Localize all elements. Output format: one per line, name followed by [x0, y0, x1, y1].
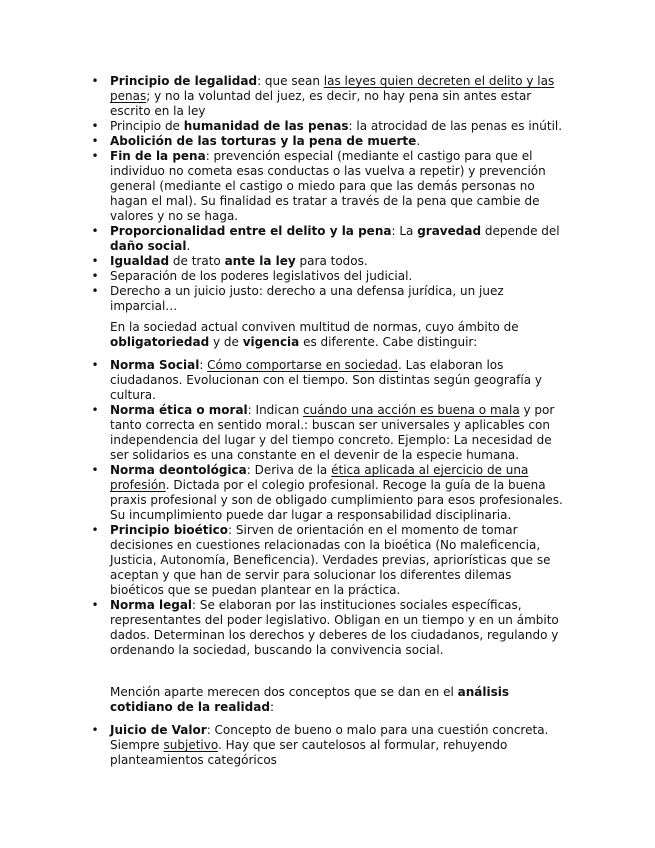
bold-term: gravedad — [417, 224, 482, 238]
bold-term: Fin de la pena — [110, 149, 206, 163]
bullet-icon: • — [91, 403, 99, 417]
concepts-intro-paragraph — [110, 685, 565, 715]
text-run: Separación de los poderes legislativos del judicial. — [110, 269, 413, 283]
text-run: para todos. — [295, 254, 368, 268]
list-item — [0, 134, 565, 149]
text-run: : que sean — [257, 74, 324, 88]
bullet-icon: • — [91, 134, 99, 148]
principles-list — [0, 74, 655, 314]
text-run: y de — [209, 335, 243, 349]
text-run: . — [416, 134, 421, 148]
text-run: es diferente. Cabe distinguir: — [299, 335, 478, 349]
bullet-icon: • — [91, 254, 99, 268]
text-run: : la atrocidad de las penas es inútil. — [348, 119, 563, 133]
list-item — [0, 463, 565, 523]
norms-list — [0, 358, 655, 658]
bullet-icon: • — [91, 149, 99, 163]
text-run: : Concepto de bueno o malo para una cuestión concreta. Siempre — [110, 723, 549, 752]
text-run: : Deriva de la — [246, 463, 332, 477]
text-run: depende del — [481, 224, 560, 238]
list-item — [0, 254, 565, 269]
list-item — [0, 224, 565, 254]
concepts-list — [0, 723, 655, 768]
underlined-text: cuándo una acción es buena o mala — [303, 403, 520, 417]
text-run: : — [199, 358, 208, 372]
bold-term: Proporcionalidad entre el delito y la pena — [110, 224, 392, 238]
bullet-icon: • — [91, 74, 99, 88]
text-run: En la sociedad actual conviven multitud de normas, cuyo ámbito de — [110, 320, 519, 334]
text-run: de trato — [169, 254, 225, 268]
list-item — [0, 269, 565, 284]
bold-term: ante la ley — [224, 254, 296, 268]
bold-term: humanidad de las penas — [183, 119, 349, 133]
bullet-icon: • — [91, 723, 99, 737]
bullet-icon: • — [91, 119, 99, 133]
text-run: y por tanto correcta en sentido moral.: buscan ser universales y aplicables con independencia del lugar y del tiempo concreto. Ejemplo: La necesidad de ser solidarios es una constante en el devenir de la especie humana. — [110, 403, 555, 462]
bold-term: Norma Social — [110, 358, 200, 372]
list-item — [0, 358, 565, 403]
bold-term: Igualdad — [110, 254, 170, 268]
norms-intro-paragraph — [110, 320, 565, 350]
text-run: . — [186, 239, 191, 253]
list-item — [0, 723, 565, 768]
bold-term: Norma ética o moral — [110, 403, 248, 417]
list-item — [0, 74, 565, 119]
list-item — [0, 284, 565, 314]
bold-term: Principio bioético — [110, 523, 229, 537]
underlined-text: Cómo comportarse en sociedad — [207, 358, 398, 372]
text-run: : prevención especial (mediante el castigo para que el individuo no cometa esas conductas o las vuelva a repetir) y prevención general (mediante el castigo o miedo para que las demás personas no hagan el mal). Su finalidad es tratar a través de la pena que cambie de valores y no se haga. — [110, 149, 546, 223]
bold-term: Abolición de las torturas y la pena de muerte — [110, 134, 417, 148]
bold-term: vigencia — [242, 335, 300, 349]
list-item — [0, 598, 565, 658]
text-run: Derecho a un juicio justo: derecho a una defensa jurídica, un juez imparcial… — [110, 284, 504, 313]
bullet-icon: • — [91, 598, 99, 612]
bullet-icon: • — [91, 284, 99, 298]
bullet-icon: • — [91, 224, 99, 238]
text-run: : Sirven de orientación en el momento de tomar decisiones en cuestiones relacionadas con la bioética (No maleficencia, Justicia, Autonomía, Beneficencia). Verdades previas, apriorísticas que se aceptan y que han de servir para solucionar los diferentes dilemas bioéticos que se puedan plantear en la práctica. — [110, 523, 551, 597]
bold-term: Principio de legalidad — [110, 74, 258, 88]
underlined-text: subjetivo — [163, 738, 218, 752]
text-run: Mención aparte merecen dos conceptos que se dan en el — [110, 685, 458, 699]
text-run: . Las elaboran los ciudadanos. Evolucionan con el tiempo. Son distintas según geografía y cultura. — [110, 358, 543, 402]
bullet-icon: • — [91, 358, 99, 372]
bullet-icon: • — [91, 269, 99, 283]
text-run: . Dictada por el colegio profesional. Recoge la guía de la buena praxis profesional y son de obligado cumplimiento para esos profesionales. Su incumplimiento puede dar lugar a responsabilidad disciplinaria. — [110, 478, 563, 522]
bold-term: daño social — [110, 239, 187, 253]
text-run: ; y no la voluntad del juez, es decir, no hay pena sin antes estar escrito en la ley — [110, 89, 532, 118]
text-run: . Hay que ser cautelosos al formular, rehuyendo planteamientos categóricos — [110, 738, 508, 767]
text-run: : Indican — [247, 403, 303, 417]
bullet-icon: • — [91, 463, 99, 477]
text-run: Principio de — [110, 119, 184, 133]
bold-term: Norma deontológica — [110, 463, 247, 477]
list-item — [0, 523, 565, 598]
bold-term: análisis cotidiano de la realidad — [110, 685, 509, 714]
list-item — [0, 119, 565, 134]
underlined-text: ética aplicada al ejercicio de una profesión — [110, 463, 529, 492]
text-run: : — [269, 700, 274, 714]
bold-term: obligatoriedad — [110, 335, 210, 349]
underlined-text: las leyes quien decreten el delito y las penas — [110, 74, 555, 103]
text-run: : La — [391, 224, 418, 238]
bold-term: Norma legal — [110, 598, 193, 612]
list-item — [0, 149, 565, 224]
bullet-icon: • — [91, 523, 99, 537]
text-run: : Se elaboran por las instituciones sociales específicas, representantes del poder legislativo. Obligan en un tiempo y en un ámbito dados. Determinan los derechos y deberes de los ciudadanos, regulando y ordenando la sociedad, buscando la convivencia social. — [110, 598, 559, 657]
bold-term: Juicio de Valor — [110, 723, 207, 737]
list-item — [0, 403, 565, 463]
